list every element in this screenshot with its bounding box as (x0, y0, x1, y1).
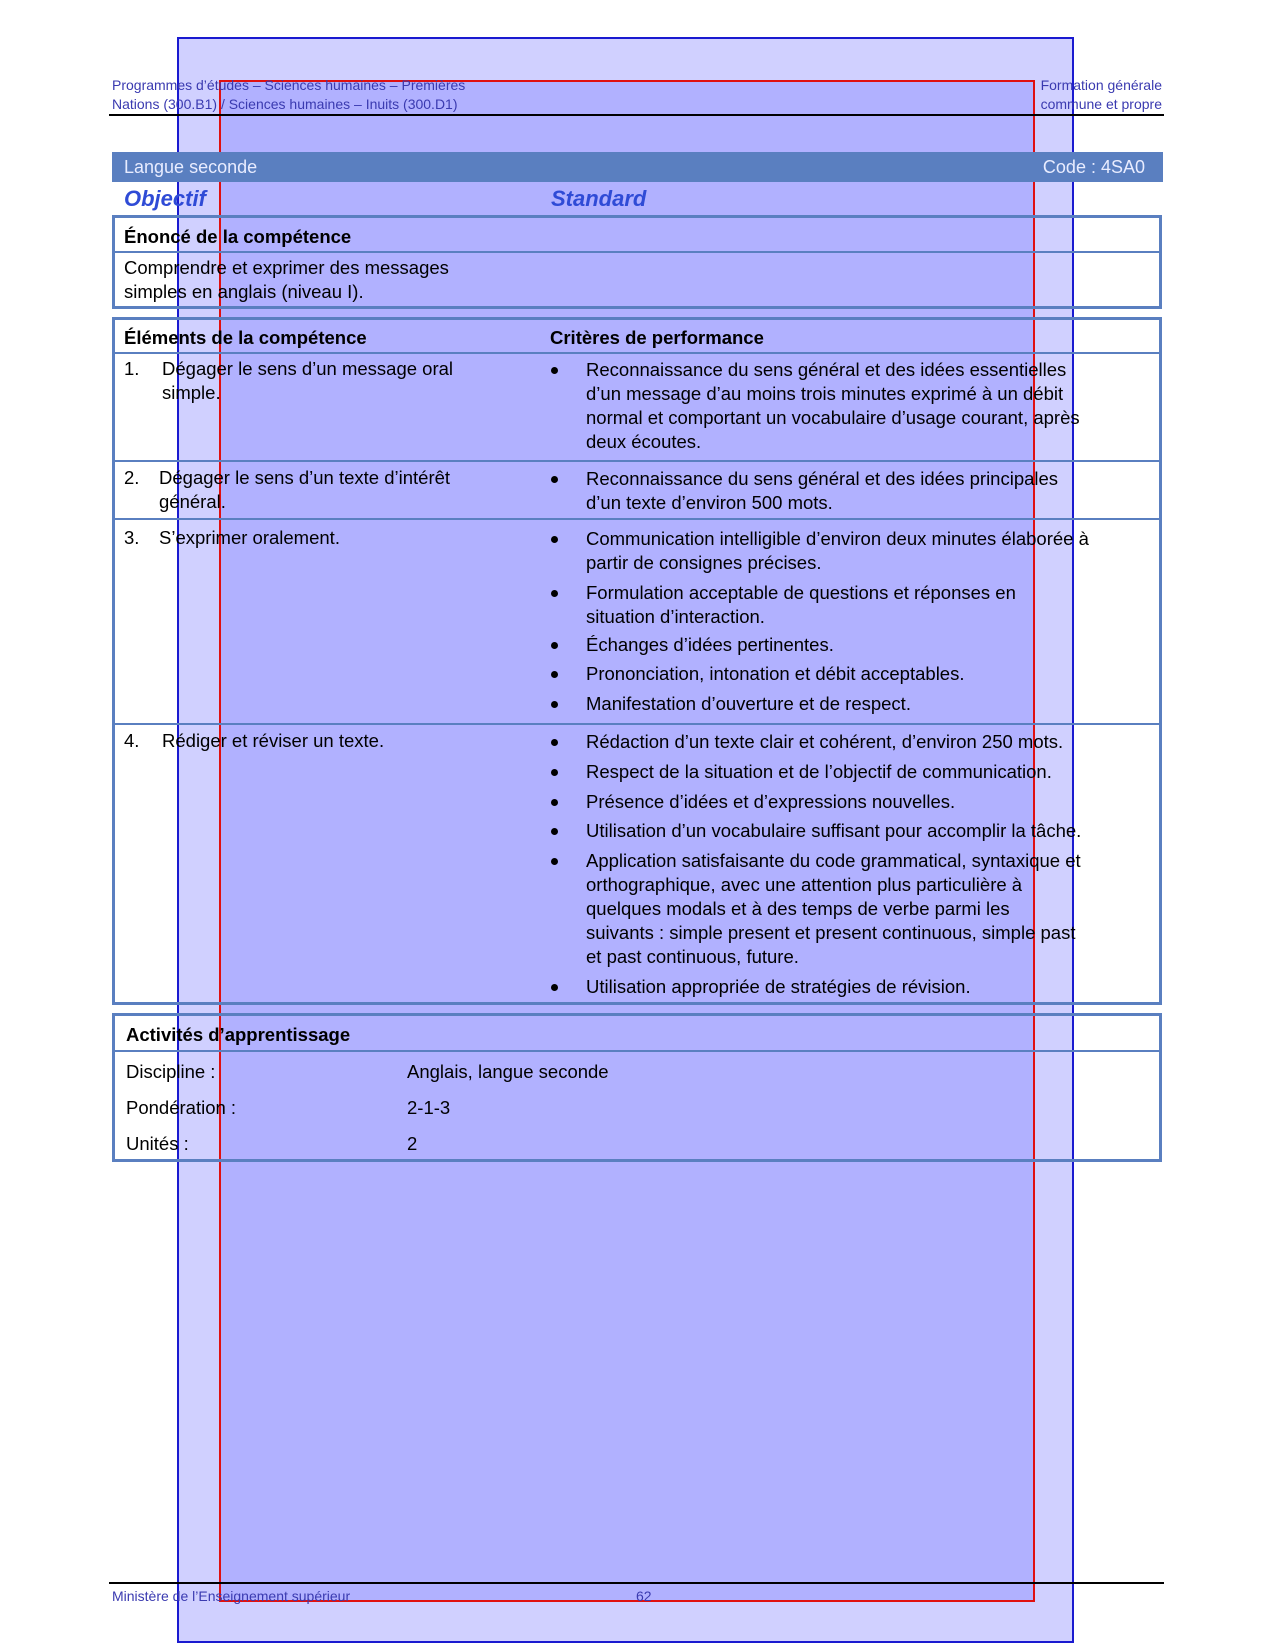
bullet (551, 671, 558, 678)
page-number: 62 (636, 1588, 652, 1604)
element-3-line-1: S’exprimer oralement. (159, 527, 340, 548)
criterion-2-1-line-2: d’un texte d’environ 500 mots. (586, 492, 833, 513)
objective-label: Objectif (124, 186, 206, 211)
header-rule (109, 114, 1164, 116)
course-code: Code : 4SA0 (1042, 157, 1145, 177)
row-divider (115, 723, 1159, 725)
running-header-line-1 (112, 77, 1162, 93)
standard-label: Standard (551, 186, 647, 211)
discipline-value: Anglais, langue seconde (407, 1061, 609, 1082)
criteria-column-header: Critères de performance (550, 327, 764, 348)
header-program-line-1: Programmes d’études – Sciences humaines – Premières (112, 77, 466, 93)
header-program-line-2: Nations (300.B1) / Sciences humaines – Inuits (300.D1) (112, 96, 458, 112)
element-1-line-1: Dégager le sens d’un message oral (162, 358, 454, 379)
criterion-1-1-line-3: normal et comportant un vocabulaire d’usage courant, après (586, 407, 1080, 428)
criterion-4-5-line-3: quelques modals et à des temps de verbe parmi les (586, 898, 1010, 919)
criterion-1-1-line-2: d’un message d’au moins trois minutes exprimé à un débit (586, 383, 1064, 404)
criterion-4-5-line-1: Application satisfaisante du code grammatical, syntaxique et (586, 850, 1081, 871)
element-number-2: 2. (124, 467, 140, 488)
criterion-4-5-line-2: orthographique, avec une attention plus particulière à (586, 874, 1023, 895)
bullet (551, 769, 558, 776)
criterion-3-2-line-1: Formulation acceptable de questions et réponses en (586, 582, 1016, 603)
element-2-line-2: général. (159, 491, 226, 512)
course-language: Langue seconde (124, 157, 258, 177)
criterion-3-1-line-1: Communication intelligible d’environ deux minutes élaborée à (586, 528, 1089, 549)
elements-column-header: Éléments de la compétence (124, 327, 367, 348)
criterion-4-6: Utilisation appropriée de stratégies de révision. (586, 976, 971, 997)
competence-heading: Énoncé de la compétence (124, 226, 352, 247)
criterion-3-4: Prononciation, intonation et débit acceptables. (586, 663, 965, 684)
bullet (551, 828, 558, 835)
bullet (551, 799, 558, 806)
bullet (551, 476, 558, 483)
criterion-4-5-line-4: suivants : simple present et present continuous, simple past (586, 922, 1076, 943)
criterion-1-1-line-1: Reconnaissance du sens général et des idées essentielles (586, 359, 1067, 380)
bullet (551, 590, 558, 597)
criterion-3-3: Échanges d’idées pertinentes. (586, 634, 834, 655)
discipline-label: Discipline : (126, 1061, 216, 1082)
bullet (551, 701, 558, 708)
running-header-line-2 (112, 96, 1162, 112)
row-divider (115, 460, 1159, 462)
unites-value: 2 (407, 1133, 418, 1154)
row-divider (115, 518, 1159, 520)
header-formation-line-1: Formation générale (1040, 77, 1162, 93)
criterion-3-1-line-2: partir de consignes précises. (586, 552, 822, 573)
criterion-3-2-line-2: situation d’interaction. (586, 606, 765, 627)
divider (115, 1050, 1159, 1052)
criterion-4-1: Rédaction d’un texte clair et cohérent, d’environ 250 mots. (586, 731, 1064, 752)
competence-text-line-2: simples en anglais (niveau I). (124, 281, 364, 302)
footer-ministry: Ministère de l’Enseignement supérieur (112, 1588, 351, 1604)
element-1-line-2: simple. (162, 382, 221, 403)
element-2-line-1: Dégager le sens d’un texte d’intérêt (159, 467, 451, 488)
footer-rule (109, 1582, 1164, 1584)
criterion-2-1-line-1: Reconnaissance du sens général et des idées principales (586, 468, 1059, 489)
element-4-line-1: Rédiger et réviser un texte. (162, 730, 385, 751)
divider (115, 251, 1159, 253)
criterion-3-5: Manifestation d’ouverture et de respect. (586, 693, 911, 714)
element-number-3: 3. (124, 527, 140, 548)
bullet (551, 858, 558, 865)
bullet (551, 739, 558, 746)
elements-criteria-table (112, 317, 1162, 1005)
ponderation-label: Pondération : (126, 1097, 237, 1118)
competence-text-line-1: Comprendre et exprimer des messages (124, 257, 449, 278)
criterion-4-5-line-5: et past continuous, future. (586, 946, 799, 967)
criterion-4-3: Présence d’idées et d’expressions nouvelles. (586, 791, 956, 812)
bullet (551, 367, 558, 374)
bullet (551, 536, 558, 543)
course-bar (112, 152, 1163, 182)
activities-heading: Activités d’apprentissage (126, 1024, 351, 1045)
header-formation-line-2: commune et propre (1040, 96, 1162, 112)
unites-label: Unités : (126, 1133, 189, 1154)
criterion-4-4: Utilisation d’un vocabulaire suffisant pour accomplir la tâche. (586, 820, 1082, 841)
bullet (551, 642, 558, 649)
ponderation-value: 2-1-3 (407, 1097, 451, 1118)
bullet (551, 984, 558, 991)
element-number-1: 1. (124, 358, 140, 379)
criterion-1-1-line-4: deux écoutes. (586, 431, 702, 452)
element-number-4: 4. (124, 730, 140, 751)
header-divider (115, 352, 1159, 354)
criterion-4-2: Respect de la situation et de l’objectif de communication. (586, 761, 1052, 782)
competence-box (112, 215, 1162, 309)
activities-box (112, 1013, 1162, 1162)
